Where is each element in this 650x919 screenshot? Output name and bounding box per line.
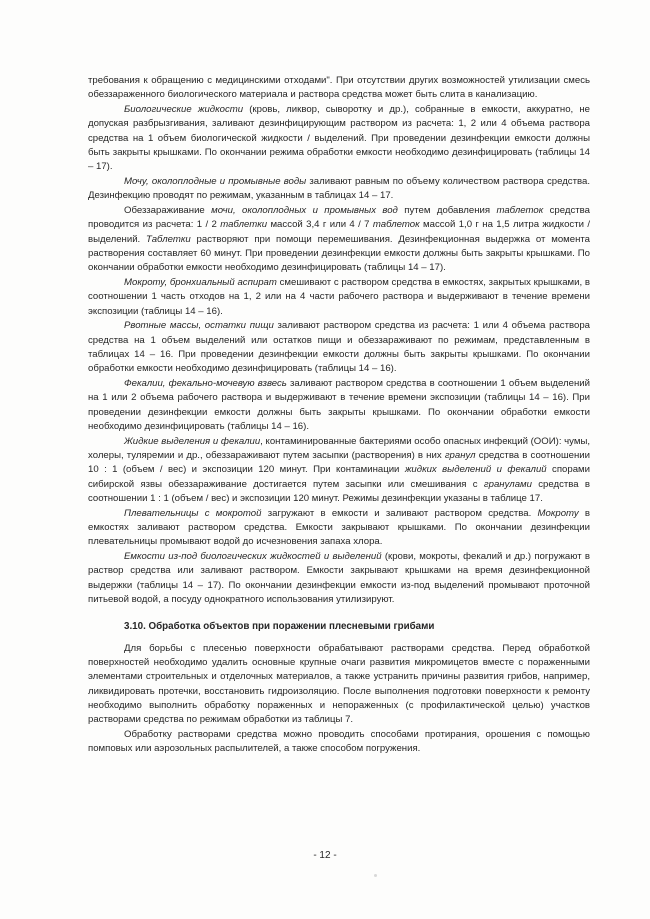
italic-term: Таблетки xyxy=(146,233,191,245)
italic-term: Рвотные массы, остатки пищи xyxy=(124,320,274,332)
text-run: (кровь, ликвор, сыворотку и др.), собранные в емкости, аккуратно, не допуская разбрызгивания, заливают дезинфицирующим раствором из расчета: 1, 2 или 4 объема раствора средства на 1 объем биологической жидкости / выделений. При проведении дезинфекции емкости должны быть закрыты крышками. По окончании режима обработки емкости необходимо дезинфицировать (таблицы 14 – 17). xyxy=(88,103,590,173)
text-run: средства в соотношении 1 : 1 (объем / вес) и экспозиции 120 минут. Режимы дезинфекции указаны в таблице 17. xyxy=(88,478,590,505)
page-number: - 12 - xyxy=(313,850,337,861)
paragraph xyxy=(88,103,590,175)
paragraph xyxy=(88,204,590,276)
scan-speck xyxy=(374,874,377,877)
italic-term: Мокроту xyxy=(537,507,579,519)
text-run: заливают равным по объему количеством раствора средства. Дезинфекцию проводят по режимам, указанным в таблицах 14 – 17. xyxy=(88,176,590,202)
italic-term: таблеток xyxy=(372,219,420,231)
italic-term: Фекалии, фекально-мочевую взвесь xyxy=(124,378,287,389)
italic-term: Жидкие выделения и фекалии xyxy=(124,435,261,447)
paragraph xyxy=(88,550,590,607)
text-run: Обработку растворами средства можно проводить способами протирания, орошения с помощью помповых или аэрозольных распылителей, а также способом погружения. xyxy=(88,729,590,755)
paragraph xyxy=(88,377,590,434)
paragraph xyxy=(88,319,590,376)
italic-term: Мочу, околоплодные и промывные воды xyxy=(124,176,307,187)
section-heading: 3.10. Обработка объектов при поражении плесневыми грибами xyxy=(124,621,435,633)
italic-term: таблетки xyxy=(220,219,268,231)
text-run: требования к обращению с медицинскими отходами". При отсутствии других возможностей утилизации смесь обеззараженного биологического материала и раствора средства может быть слита в канализацию. xyxy=(88,75,590,101)
italic-term: жидких выделений и фекалий xyxy=(404,464,547,476)
text-run: средства проводится из расчета: 1 / 2 xyxy=(88,204,590,231)
paragraph xyxy=(88,74,590,103)
paragraph xyxy=(88,435,590,507)
text-run: массой 1,0 г на 1,5 литра жидкости / выделений. xyxy=(88,219,590,245)
text-run: заливают раствором средства из расчета: 1 или 4 объема раствора средства на 1 объем выделений или остатков пищи и обеззараживают по режимам, представленным в таблицах 14 – 16. При проведении дезинфекции емкости должны быть закрыты крышками. По окончании обработки емкости необходимо дезинфицировать (таблицы 14 – 16). xyxy=(88,320,590,375)
italic-term: Мокроту, бронхиальный аспират xyxy=(124,277,277,288)
paragraph xyxy=(88,728,590,757)
paragraph-list xyxy=(88,74,590,607)
italic-term: Биологические жидкости xyxy=(124,103,244,115)
italic-term: Плевательницы с мокротой xyxy=(124,507,262,519)
text-run: смешивают с раствором средства в емкостях, закрытых крышками, в соотношении 1 часть отходов на 1, 2 или на 4 части рабочего раствора и выдерживают в течение времени экспозиции (таблицы 14 – 16). xyxy=(88,277,590,317)
italic-term: Емкости из-под биологических жидкостей и выделений xyxy=(124,551,382,563)
text-run: в емкостях заливают раствором средства. Емкости закрывают крышками. По окончании дезинфекции плевательницы промывают водой до исчезновения запаха хлора. xyxy=(88,507,590,548)
text-run: (крови, мокроты, фекалий и др.) погружают в раствор средства или заливают раствором. Емкости закрывают крышками на время дезинфекционной выдержки (таблицы 14 – 17). По окончании дезинфекции емкости из-под выделений промывают проточной питьевой водой, а посуду однократного использования утилизируют. xyxy=(88,551,591,606)
text-run: заливают раствором средства в соотношении 1 объем выделений на 1 или 2 объема рабочего раствора и выдерживают в течение времени экспозиции (таблицы 14 – 16). При проведении дезинфекции емкости должны быть закрыты крышками. По окончании обработки емкости необходимо дезинфицировать (таблицы 14 – 16). xyxy=(88,378,590,433)
italic-term: таблеток xyxy=(496,204,544,216)
section-paragraph-list xyxy=(88,642,590,757)
text-run: средства в соотношении 10 : 1 (объем / вес) и экспозиции 120 минут. При контаминации xyxy=(88,450,590,476)
text-run: спорами сибирской язвы обеззараживание достигается путем засыпки или смешивания с xyxy=(88,464,590,490)
paragraph xyxy=(88,175,590,204)
italic-term: гранул xyxy=(444,450,476,462)
text-run: Обеззараживание xyxy=(124,204,212,216)
text-run: путем добавления xyxy=(397,204,497,216)
paragraph xyxy=(88,276,590,319)
text-run: загружают в емкости и заливают раствором средства. xyxy=(261,507,538,519)
text-run: растворяют при помощи перемешивания. Дезинфекционная выдержка от момента растворения составляет 60 минут. При проведении дезинфекции емкости должны быть закрыты крышками. По окончании обработки емкости необходимо дезинфицировать (таблицы 14 – 17). xyxy=(88,233,591,274)
text-run: , контаминированные бактериями особо опасных инфекций (ООИ): чумы, холеры, туляремии и др., обеззараживают путем засыпки (растворения) в них xyxy=(88,435,591,462)
italic-term: гранулами xyxy=(483,478,532,490)
body-text xyxy=(88,74,590,757)
paragraph xyxy=(88,642,590,728)
paragraph xyxy=(88,507,590,550)
text-run: массой 3,4 г или 4 / 7 xyxy=(267,219,373,231)
text-run: Для борьбы с плесенью поверхности обрабатывают растворами средства. Перед обработкой поверхностей необходимо удалить основные крупные очаги развития микромицетов вместе с пораженными элементами строительных и отделочных материалов, а также устранить причины развития грибов, например, ликвидировать протечки, восстановить гидроизоляцию. После выполнения подготовки поверхности к ремонту необходимо выполнить обработку пораженных и непораженных (с профилактической целью) участков растворами средства по режимам обработки из таблицы 7. xyxy=(88,642,590,726)
italic-term: мочи, околоплодных и промывных вод xyxy=(211,204,398,216)
